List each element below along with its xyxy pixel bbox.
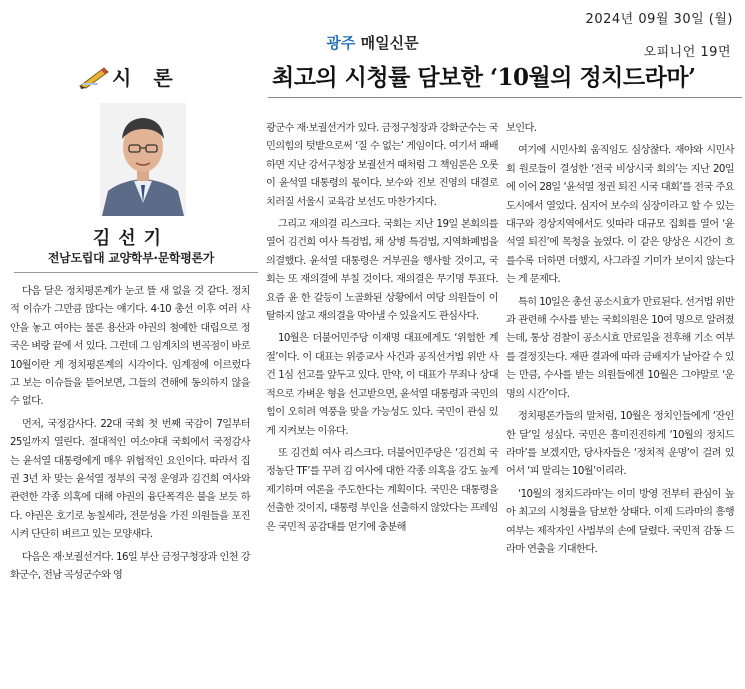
body-column-2: [266, 120, 498, 541]
column-tag: 시론: [112, 66, 195, 90]
portrait-icon: [100, 103, 186, 216]
paragraph: 특히 10일은 총선 공소시효가 만료된다. 선거법 위반과 관련해 수사를 받는 국회의원은 10여 명으로 알려졌는데, 통상 검찰이 공소시효 만료일을 전후해 기소 여부를 결정짓는다. 재판 결과에 따라 금배지가 날아갈 수 있는 만큼, 수사를 받는 의원들에겐 10월은 그야말로 ‘운명의 시간’이다.: [506, 296, 734, 400]
newspaper-masthead: [0, 32, 745, 53]
paragraph: 보인다.: [506, 123, 537, 134]
body-column-1: [10, 283, 250, 590]
author-name: 김선기: [92, 228, 170, 249]
paragraph: 10월은 더불어민주당 이재명 대표에게도 ‘위험한 계절’이다. 이 대표는 위증교사 사건과 공직선거법 위반 사건 1심 선고를 앞두고 있다. 만약, 이 대표가 무죄나 상대적으로 가벼운 형을 선고받으면, 윤석열 대통령과 국민의힘이 오히려 역풍을 맞을 가능성도 있다. 국민이 관심 있게 지켜보는 이유다.: [266, 333, 498, 437]
headline: 최고의 시청률 담보한 ‘10월의 정치드라마’: [272, 64, 696, 91]
masthead-part2: 매일신문: [360, 34, 419, 52]
masthead-part1: 광주: [326, 34, 356, 52]
paragraph: 다음 달은 정치평론계가 눈코 뜰 새 없을 것 같다. 정치적 이슈가 그만큼 많다는 얘기다. 4·10 총선 이후 여러 사안을 놓고 여야는 물론 용산과 야권의 첨예한 대립으로 정국은 벼랑 끝에 서 있다. 그런데 그 임계치의 변곡점이 바로 10월이란 게 정치평론계의 시각이다. 임계점에 이르렀다고 보는 이슈들을 뜯어보면, 그들의 견해에 동의하지 않을 수 없다.: [10, 286, 250, 408]
author-photo: [100, 103, 186, 216]
body-column-3: [506, 120, 734, 563]
paragraph: 또 김건희 여사 리스크다. 더불어민주당은 ‘김건희 국정농단 TF’를 꾸려 김 여사에 대한 각종 의혹을 강도 높게 제기하며 여론을 주도한다는 계획이다. 국민은 대통령을 선출한 것이지, 대통령 부인을 선출하지 않았다는 프레임은 국민적 공감대를 얻기에 충분해: [266, 447, 498, 533]
paragraph: ‘10월의 정치드라마’는 이미 방영 전부터 관심이 높아 최고의 시청률을 담보한 상태다. 이제 드라마의 흥행 여부는 제작자인 사법부의 손에 달렸다. 국민적 감동 드라마 연출을 기대한다.: [506, 488, 734, 555]
issue-date: 2024년 09월 30일 (월): [585, 12, 733, 27]
headline-rule: [268, 97, 742, 98]
paragraph: 여기에 시민사회 움직임도 심상찮다. 재야와 시민사회 원로들이 결성한 ‘전국 비상시국 회의’는 지난 20일에 이어 28일 ‘윤석열 정권 퇴진 시국 대회’를 전국 주요 도시에서 열었다. 심지어 보수의 심장이라고 할 수 있는 대구와 경상지역에서도 잇따라 대규모 집회를 열어 ‘윤석열 퇴진’에 목청을 높였다. 이 같은 양상은 시간이 흐를수록 더하면 더했지, 사그라질 기미가 보이지 않는다는 게 문제다.: [506, 145, 734, 286]
pencil-icon: [78, 64, 110, 90]
author-title: 전남도립대 교양학부·문학평론가: [47, 251, 215, 265]
paragraph: 정치평론가들의 말처럼, 10월은 정치인들에게 ‘잔인한 달’일 성싶다. 국민은 흥미진진하게 ‘10월의 정치드라마’를 보겠지만, 당사자들은 ‘정치적 운명’이 걸려 있어서 ‘피 말리는 10월’이리라.: [506, 411, 734, 478]
paragraph: 광군수 재·보궐선거가 있다. 금정구청장과 강화군수는 국민의힘의 텃밭으로써 ‘질 수 없는’ 게임이다. 여기서 패배하면 지난 강서구청장 보궐선거 때처럼 그 책임론은 오롯이 윤석열 대통령의 몫이다. 보수와 진보 진영의 대결로 치러질 서울시 교육감 보선도 마찬가지다.: [266, 123, 498, 208]
paragraph: 다음은 재·보궐선거다. 16일 부산 금정구청장과 인천 강화군수, 전남 곡성군수와 영: [10, 551, 250, 582]
paragraph: 그리고 재의결 리스크다. 국회는 지난 19일 본회의를 열어 김건희 여사 특검법, 채 상병 특검법, 지역화폐법을 의결했다. 윤석열 대통령은 거부권을 행사할 것이고, 국회는 또 재의결에 부칠 것이다. 재의결은 무기명 투표다. 요즘 윤 한 갈등이 노골화된 상황에서 여당 의원들이 이탈하지 않고 재의결을 막아낼 수 있을지도 관심사다.: [266, 219, 498, 323]
paragraph: 먼저, 국정감사다. 22대 국회 첫 번째 국감이 7일부터 25일까지 열린다. 절대적인 여소야대 국회에서 국정감사는 윤석열 대통령에게 매우 위협적인 요인이다. 따라서 집권 3년 차 맞는 윤석열 정부의 국정 운영과 김건희 여사와 관련한 각종 의혹에 대해 야권의 융단폭격은 불을 보듯 하다. 야권은 호기로 농칠세라, 전문성을 가진 의원들을 포진시켜 단단히 벼르고 있는 모양새다.: [10, 418, 250, 541]
page-section: 오피니언 19면: [643, 45, 731, 60]
author-rule: [14, 272, 258, 273]
